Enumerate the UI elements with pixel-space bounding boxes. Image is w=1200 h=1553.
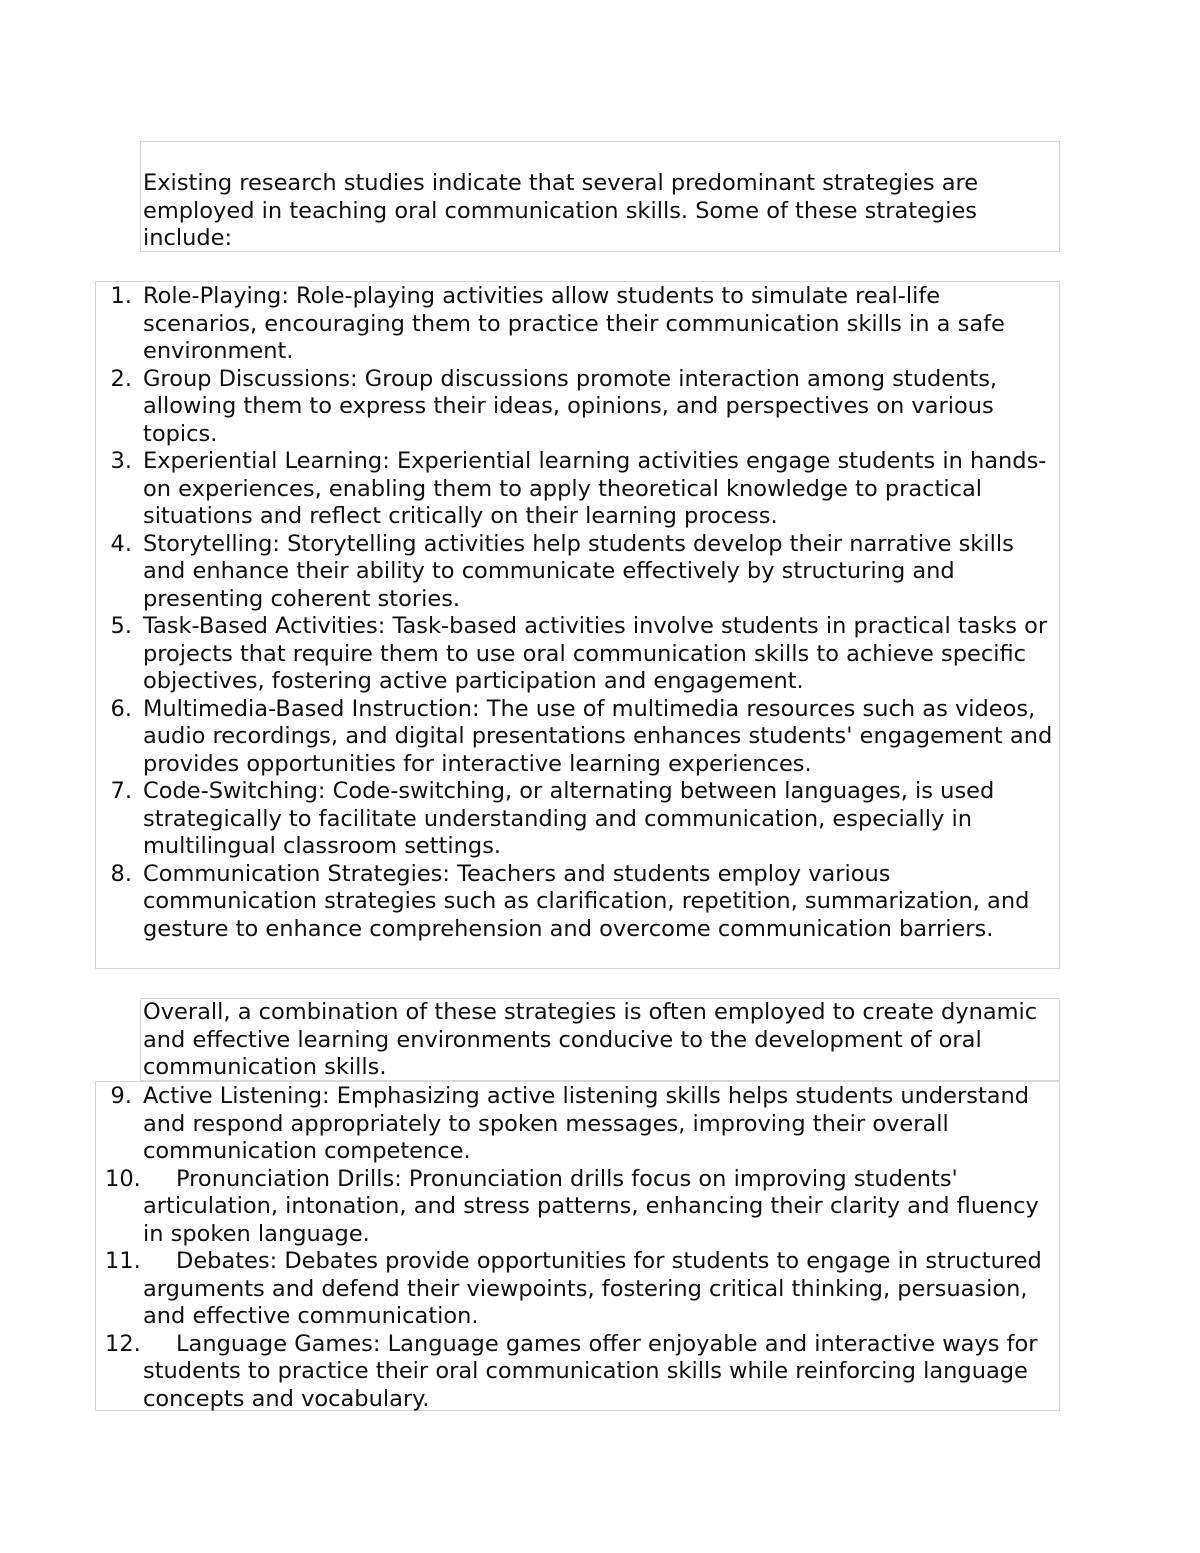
list-number: 5. [110, 613, 132, 639]
list-item [105, 1248, 1055, 1331]
list-text: Multimedia-Based Instruction: The use of multimedia resources such as videos, audio recordings, and digital presentations enhances students' engagement and provides opportunities for interactive learning experiences. [143, 695, 1053, 777]
list-text: Debates: Debates provide opportunities for students to engage in structured arguments and defend their viewpoints, fostering critical thinking, persuasion, and effective communication. [143, 1248, 1042, 1329]
list-number: 2. [110, 365, 132, 392]
intro-box [140, 141, 1060, 252]
list-item [98, 283, 1053, 366]
list-text: Code-Switching: Code-switching, or alternating between languages, is used strategically to facilitate understanding and communication, especially in multilingual classroom settings. [143, 778, 995, 859]
list-text: Role-Playing: Role-playing activities allow students to simulate real-life scenarios, encouraging them to practice their communication skills in a safe environment. [143, 283, 1005, 364]
list-number: 11. [105, 1248, 141, 1274]
list-number: 7. [110, 778, 132, 804]
list-number: 6. [110, 695, 132, 722]
list-number: 9. [110, 1083, 132, 1109]
list-item [98, 613, 1053, 696]
list-item [98, 696, 1053, 779]
list-number: 8. [110, 860, 132, 887]
list-text: Active Listening: Emphasizing active listening skills helps students understand and respond appropriately to spoken messages, improving their overall communication competence. [143, 1083, 1030, 1164]
list-number: 3. [110, 448, 132, 474]
list-number: 1. [110, 283, 132, 309]
list-item [105, 1083, 1055, 1166]
list-item [98, 861, 1053, 944]
list-text: Task-Based Activities: Task-based activities involve students in practical tasks or projects that require them to use oral communication skills to achieve specific objectives, fostering active participation and engagement. [143, 613, 1048, 694]
list-number: 10. [105, 1165, 141, 1192]
list-text: Storytelling: Storytelling activities help students develop their narrative skills and enhance their ability to communicate effectively by structuring and presenting coherent stories. [143, 530, 1014, 612]
summary-paragraph: Overall, a combination of these strategies is often employed to create dynamic and effective learning environments conducive to the development of oral communication skills. [143, 999, 1038, 1080]
summary-box [140, 998, 1060, 1081]
list-item [98, 531, 1053, 614]
list-number: 12. [105, 1330, 141, 1357]
list-text: Experiential Learning: Experiential learning activities engage students in hands-on experiences, enabling them to apply theoretical knowledge to practical situations and reflect critically on their learning process. [143, 448, 1047, 529]
strategy-list-2 [95, 1081, 1060, 1411]
list-item [98, 778, 1053, 861]
strategy-list-1 [95, 281, 1060, 969]
list-item [98, 448, 1053, 531]
list-text: Pronunciation Drills: Pronunciation drills focus on improving students' articulation, intonation, and stress patterns, enhancing their clarity and fluency in spoken language. [143, 1165, 1039, 1247]
list-text: Language Games: Language games offer enjoyable and interactive ways for students to practice their oral communication skills while reinforcing language concepts and vocabulary. [143, 1330, 1038, 1412]
list-number: 4. [110, 530, 132, 557]
list-text: Group Discussions: Group discussions promote interaction among students, allowing them to express their ideas, opinions, and perspectives on various topics. [143, 365, 998, 447]
list-text: Communication Strategies: Teachers and students employ various communication strategies such as clarification, repetition, summarization, and gesture to enhance comprehension and overcome communication barriers. [143, 860, 1030, 942]
list-item [105, 1166, 1055, 1249]
list-item [98, 366, 1053, 449]
intro-paragraph: Existing research studies indicate that several predominant strategies are employed in teaching oral communication skills. Some of these strategies include: [143, 170, 979, 251]
list-item [105, 1331, 1055, 1414]
